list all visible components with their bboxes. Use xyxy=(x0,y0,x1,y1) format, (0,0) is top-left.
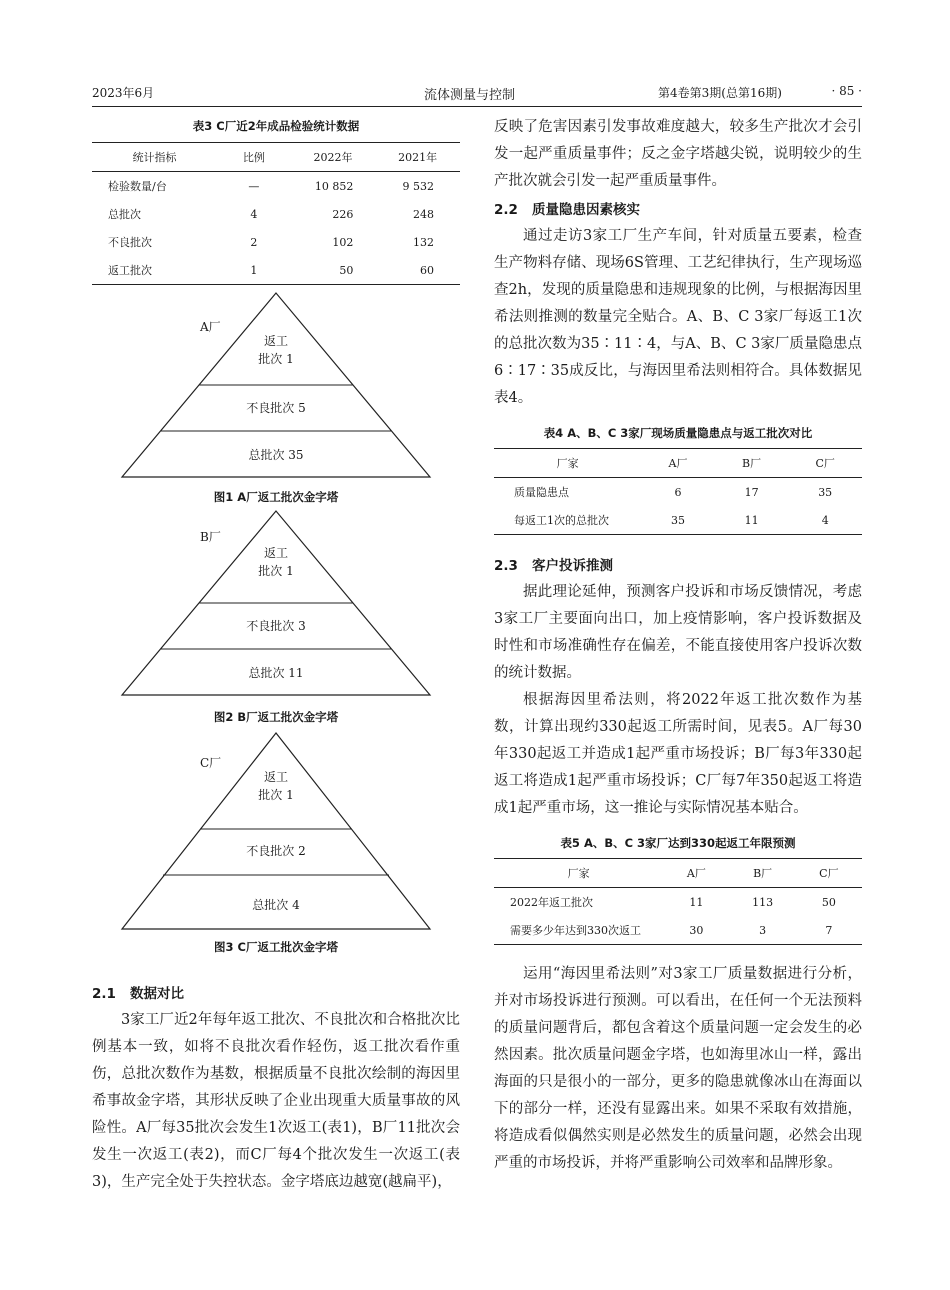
figure2-pyramid xyxy=(92,507,460,727)
table-row xyxy=(92,200,460,228)
table-cell: 50 xyxy=(339,263,354,277)
table-header-cell: 2021年 xyxy=(375,143,460,172)
table4 xyxy=(494,448,862,535)
table5 xyxy=(494,858,862,945)
table-cell: 10 852 xyxy=(314,179,354,193)
pyramid-top-value: 批次 1 xyxy=(258,564,294,578)
table-cell: 检验数量/台 xyxy=(108,180,167,193)
table-cell: 4 xyxy=(821,513,829,527)
section-title: 质量隐患因素核实 xyxy=(532,202,640,218)
figure3-pyramid xyxy=(92,729,460,965)
table4-caption: 表4 A、B、C 3家厂现场质量隐患点与返工批次对比 xyxy=(543,426,813,440)
figure2-caption: 图2 B厂返工批次金字塔 xyxy=(213,710,339,724)
table-cell: 113 xyxy=(752,895,774,909)
conclusion-paragraph: 运用“海因里希法则”对3家工厂质量数据进行分析，并对市场投诉进行预测。可以看出，在任何一个无法预料的质量问题背后，都包含着这个质量问题一定会发生的必然因素。批次质量问题金字塔，也如海里冰山一样，露出海面的只是很小的一部分，更多的隐患就像冰山在海面以下的部分一样，还没有显露出来。如果不采取有效措施，将造成看似偶然实则是必然发生的质量问题，必然会出现严重的市场投诉，并将严重影响公司效率和品牌形象。 xyxy=(494,966,862,1171)
table-cell: 11 xyxy=(689,895,704,909)
table-row xyxy=(494,916,862,945)
table-header-cell: A厂 xyxy=(663,859,729,888)
pyramid-bottom-label: 总批次 4 xyxy=(252,898,300,912)
section-number: 2.3 xyxy=(494,558,518,574)
section-2-2-text: 通过走访3家工厂生产车间，针对质量五要素，检查生产物料存储、现场6S管理、工艺纪律执行，生产现场巡查2h，发现的质量隐患和违规现象的比例，与根据海因里希法则推测的数量完全贴合。A、B、C 3家厂每返工1次的总批次数为35∶11∶4，与A、B、C 3家厂质量隐患点6∶17∶35成反比，与海因里希法则相符合。具体数据见表4。 xyxy=(494,228,862,406)
pyramid-top-label: 返工 xyxy=(263,770,289,784)
section-2-3-paragraph-2: 根据海因里希法则，将2022年返工批次数作为基数，计算出现约330起返工所需时间，见表5。A厂每30年330起返工并造成1起严重市场投诉；B厂每3年330起返工将造成1起严重市场投诉；C厂每7年350起返工将造成1起严重市场，这一推论与实际情况基本贴合。 xyxy=(494,692,862,816)
table-header-cell: 厂家 xyxy=(494,449,641,478)
pyramid-middle-label: 不良批次 2 xyxy=(246,844,306,858)
table-header-cell: 2022年 xyxy=(291,143,376,172)
table-cell: 不良批次 xyxy=(108,236,152,249)
table-cell: 9 532 xyxy=(402,179,434,193)
table-cell: 132 xyxy=(413,235,434,249)
table-cell: 7 xyxy=(825,923,833,937)
table-cell: 需要多少年达到330次返工 xyxy=(510,924,641,937)
table-row xyxy=(92,256,460,285)
pyramid-middle-label: 不良批次 5 xyxy=(246,401,306,415)
table-header-cell: A厂 xyxy=(641,449,715,478)
table-cell: 30 xyxy=(689,923,704,937)
left-column xyxy=(92,114,460,1196)
right-column xyxy=(494,114,862,1177)
page-header xyxy=(92,84,862,102)
figure-factory-label: A厂 xyxy=(200,320,221,334)
table-cell: 60 xyxy=(420,263,434,277)
section-2-1-heading xyxy=(92,981,460,1007)
figure-factory-label: B厂 xyxy=(200,530,221,544)
table-header-cell: B厂 xyxy=(715,449,789,478)
pyramid-top-label: 返工 xyxy=(263,546,289,560)
continued-paragraph: 反映了危害因素引发事故难度越大，较多生产批次才会引发一起严重质量事件；反之金字塔越尖锐，说明较少的生产批次就会引发一起严重质量事件。 xyxy=(494,119,862,189)
section-2-1-text: 3家工厂近2年每年返工批次、不良批次和合格批次比例基本一致，如将不良批次看作轻伤，返工批次看作重伤，总批次数作为基数，根据质量不良批次绘制的海因里希事故金字塔，其形状反映了企业出现重大质量事故的风险性。A厂每35批次会发生1次返工(表1)，B厂11批次会发生一次返工(表2)，而C厂每4个批次发生一次返工(表3)，生产完全处于失控状态。金字塔底边越宽(越扁平)， xyxy=(92,1012,460,1190)
header-rule xyxy=(92,106,862,107)
table-header-cell: C厂 xyxy=(788,449,862,478)
table-cell: 6 xyxy=(674,485,682,499)
table-cell: 质量隐患点 xyxy=(514,486,569,499)
table-header-cell: C厂 xyxy=(796,859,862,888)
pyramid-top-value: 批次 1 xyxy=(258,788,294,802)
table-cell: 每返工1次的总批次 xyxy=(514,514,609,527)
table-header-cell: 比例 xyxy=(217,143,291,172)
figure3-caption: 图3 C厂返工批次金字塔 xyxy=(214,940,338,954)
pyramid-top-value: 批次 1 xyxy=(258,352,294,366)
table-row xyxy=(494,506,862,535)
table5-caption: 表5 A、B、C 3家厂达到330起返工年限预测 xyxy=(560,836,796,850)
header-date: 2023年6月 xyxy=(92,86,155,100)
table-cell: 35 xyxy=(670,513,685,527)
table-cell: — xyxy=(248,179,260,193)
figure1-pyramid xyxy=(92,289,460,505)
section-number: 2.1 xyxy=(92,986,116,1002)
header-issue: 第4卷第3期(总第16期) xyxy=(658,86,782,100)
table-cell: 35 xyxy=(818,485,833,499)
pyramid-middle-label: 不良批次 3 xyxy=(246,619,306,633)
table-cell: 50 xyxy=(821,895,836,909)
section-title: 数据对比 xyxy=(130,986,184,1002)
table-header-row xyxy=(494,449,862,478)
table-cell: 2 xyxy=(250,235,258,249)
table-row xyxy=(494,888,862,917)
header-journal: 流体测量与控制 xyxy=(424,88,516,103)
header-page-number: · 85 · xyxy=(831,84,862,98)
table-cell: 4 xyxy=(250,207,258,221)
table-header-cell: 统计指标 xyxy=(92,143,217,172)
figure1-caption: 图1 A厂返工批次金字塔 xyxy=(213,490,339,504)
section-2-3-heading xyxy=(494,553,862,579)
table-row xyxy=(494,478,862,507)
table3-caption: 表3 C厂近2年成品检验统计数据 xyxy=(192,119,360,133)
table-cell: 返工批次 xyxy=(108,264,152,277)
table-cell: 总批次 xyxy=(108,208,141,221)
table-row xyxy=(92,172,460,201)
table-cell: 3 xyxy=(759,923,767,937)
table-header-row xyxy=(494,859,862,888)
table-cell: 11 xyxy=(744,513,759,527)
table-header-cell: B厂 xyxy=(730,859,796,888)
table-cell: 2022年返工批次 xyxy=(510,896,593,909)
pyramid-bottom-label: 总批次 35 xyxy=(248,448,304,462)
figure-factory-label: C厂 xyxy=(200,756,222,770)
section-number: 2.2 xyxy=(494,202,518,218)
table-cell: 226 xyxy=(332,207,354,221)
table-cell: 17 xyxy=(744,485,759,499)
table-cell: 102 xyxy=(332,235,354,249)
table-row xyxy=(92,228,460,256)
pyramid-bottom-label: 总批次 11 xyxy=(248,666,304,680)
section-title: 客户投诉推测 xyxy=(532,558,613,574)
section-2-2-heading xyxy=(494,197,862,223)
table3 xyxy=(92,142,460,285)
table-header-row xyxy=(92,143,460,172)
section-2-3-paragraph-1: 据此理论延伸，预测客户投诉和市场反馈情况，考虑3家工厂主要面向出口，加上疫情影响，客户投诉数据及时性和市场准确性存在偏差，不能直接使用客户投诉次数的统计数据。 xyxy=(494,584,862,681)
table-cell: 248 xyxy=(413,207,434,221)
pyramid-top-label: 返工 xyxy=(263,334,289,348)
table-cell: 1 xyxy=(250,263,258,277)
table-header-cell: 厂家 xyxy=(494,859,663,888)
